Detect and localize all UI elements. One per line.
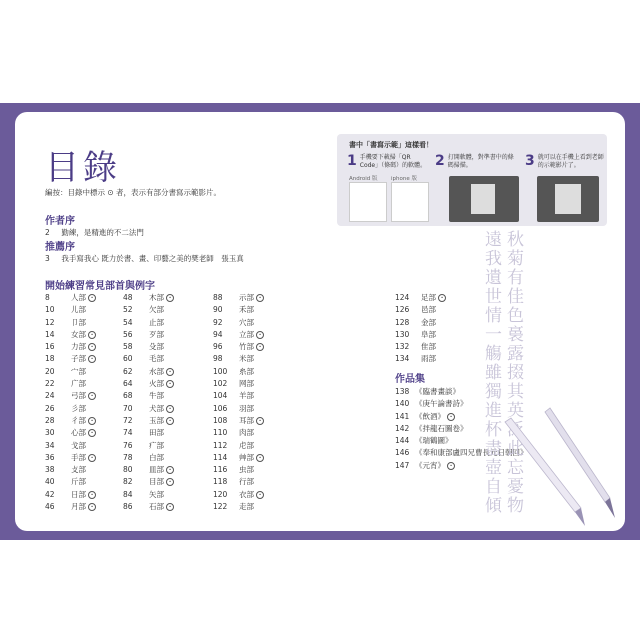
- index-entry[interactable]: [45, 415, 96, 427]
- page-number: 118: [213, 477, 228, 487]
- section-heading-recommend: 推薦序: [45, 242, 75, 253]
- entry-label: 卩部: [71, 317, 86, 327]
- index-entry[interactable]: [213, 317, 264, 329]
- entry-label: 人部: [71, 293, 86, 302]
- toc-entry-recommend[interactable]: 3 我手寫我心 既力於書、畫、印藝之美的樊老師 張玉真: [45, 254, 244, 263]
- index-entry[interactable]: [45, 390, 96, 402]
- index-entry[interactable]: [45, 317, 96, 329]
- index-entry[interactable]: [213, 415, 264, 427]
- page-number: 147: [395, 460, 410, 470]
- entry-label: 玉部: [149, 415, 164, 425]
- index-entry[interactable]: [45, 427, 96, 439]
- page-number: 106: [213, 403, 228, 413]
- video-marker-icon: •: [88, 355, 96, 363]
- entry-label: 隹部: [421, 342, 436, 352]
- index-entry[interactable]: [45, 366, 96, 378]
- page-number: 112: [213, 440, 228, 450]
- page-number: 16: [45, 342, 55, 352]
- index-entry[interactable]: [123, 317, 174, 329]
- page-number: 40: [45, 477, 55, 487]
- entry-label: 肉部: [239, 428, 254, 438]
- page-number: 134: [395, 354, 410, 364]
- index-entry[interactable]: [395, 292, 446, 304]
- entry-label: 止部: [149, 317, 164, 327]
- video-photo: [537, 176, 599, 222]
- video-marker-icon: •: [88, 491, 96, 499]
- index-entry[interactable]: [45, 440, 96, 452]
- index-entry[interactable]: [123, 440, 174, 452]
- iphone-label: iphone 版: [391, 176, 417, 182]
- video-marker-icon: •: [256, 491, 264, 499]
- index-column-2: [123, 292, 174, 513]
- video-marker-icon: •: [166, 478, 174, 486]
- index-entry[interactable]: [213, 501, 264, 513]
- video-marker-icon: •: [256, 294, 264, 302]
- entry-label: 欠部: [149, 305, 164, 315]
- video-marker-icon: •: [166, 466, 174, 474]
- panel-heading: 書中「書寫示範」這樣看！: [349, 141, 433, 149]
- index-entry[interactable]: [213, 427, 264, 439]
- index-entry[interactable]: [123, 378, 174, 390]
- video-marker-icon: •: [166, 417, 174, 425]
- guide-step-1: 1 手機要下載掃「QR Code」（條碼）的軟體。: [347, 153, 427, 169]
- index-entry[interactable]: [213, 353, 264, 365]
- page-number: 132: [395, 342, 410, 352]
- index-entry[interactable]: [45, 403, 96, 415]
- android-app-screenshot: [349, 182, 387, 222]
- section-heading-practice: 開始練習常見部首與例字: [45, 281, 155, 292]
- entry-label: 《拌龍石圖卷》: [415, 423, 468, 433]
- page-number: 28: [45, 415, 55, 425]
- index-entry[interactable]: [213, 304, 264, 316]
- page-number: 36: [45, 452, 55, 462]
- toc-entry-author[interactable]: 2 勤練，是精進的不二法門: [45, 228, 144, 237]
- page-number: 70: [123, 403, 133, 413]
- page-number: 38: [45, 465, 55, 475]
- page-title: 目錄: [45, 148, 121, 188]
- page-number: 140: [395, 399, 410, 409]
- entry-label: 日部: [71, 489, 86, 499]
- entry-label: 木部: [149, 293, 164, 302]
- index-entry[interactable]: [395, 341, 446, 353]
- index-entry[interactable]: [45, 476, 96, 488]
- video-marker-icon: •: [88, 294, 96, 302]
- index-entry[interactable]: [395, 304, 446, 316]
- video-marker-icon: •: [88, 429, 96, 437]
- page-number: 128: [395, 317, 410, 327]
- page-number: 34: [45, 440, 55, 450]
- android-label: Android 版: [349, 176, 378, 182]
- page-number: 46: [45, 502, 55, 512]
- video-marker-icon: •: [88, 454, 96, 462]
- index-entry[interactable]: [213, 390, 264, 402]
- entry-label: 阜部: [421, 329, 436, 339]
- page-number: 124: [395, 293, 410, 302]
- page-number: 110: [213, 428, 228, 438]
- entry-label: 《奉和康部盧四兄曹長元日朝回》: [415, 448, 528, 458]
- page-number: 84: [123, 489, 133, 499]
- video-marker-icon: •: [447, 462, 455, 470]
- entry-label: 斤部: [71, 477, 86, 487]
- video-marker-icon: •: [166, 294, 174, 302]
- entry-label: 邑部: [421, 305, 436, 315]
- entry-label: 雨部: [421, 354, 436, 364]
- page-number: 78: [123, 452, 133, 462]
- entry-label: 《庚午論書詩》: [415, 399, 468, 409]
- page-number: 82: [123, 477, 133, 487]
- entry-label: 牛部: [149, 391, 164, 401]
- index-entry[interactable]: [213, 464, 264, 476]
- page-number: 96: [213, 342, 223, 352]
- index-column-1: [45, 292, 96, 513]
- entry-label: 虍部: [239, 440, 254, 450]
- page-number: 72: [123, 415, 133, 425]
- entry-label: 《元宵》: [415, 460, 445, 470]
- page-number: 48: [123, 293, 133, 302]
- video-marker-icon: •: [447, 413, 455, 421]
- index-entry[interactable]: [45, 378, 96, 390]
- section-heading-works: 作品集: [395, 374, 425, 385]
- video-marker-icon: •: [438, 294, 446, 302]
- page-number: 138: [395, 387, 410, 396]
- index-entry[interactable]: [213, 292, 264, 304]
- index-entry[interactable]: [123, 366, 174, 378]
- page-number: 62: [123, 366, 133, 376]
- page-number: 142: [395, 423, 410, 433]
- entry-label: 儿部: [71, 305, 86, 315]
- index-column-3: [213, 292, 264, 513]
- entry-label: 示部: [239, 293, 254, 302]
- index-column-4: [395, 292, 446, 366]
- entry-label: 月部: [71, 502, 86, 512]
- video-marker-icon: •: [256, 454, 264, 462]
- page-number: 10: [45, 305, 55, 315]
- entry-label: 歹部: [149, 329, 164, 339]
- index-entry[interactable]: [213, 440, 264, 452]
- entry-label: 行部: [239, 477, 254, 487]
- entry-label: 广部: [71, 379, 86, 389]
- page-number: 104: [213, 391, 228, 401]
- entry-label: 矢部: [149, 489, 164, 499]
- page-number: 102: [213, 379, 228, 389]
- page-number: 100: [213, 366, 228, 376]
- index-entry[interactable]: [213, 476, 264, 488]
- entry-label: 子部: [71, 354, 86, 364]
- entry-label: 宀部: [71, 366, 86, 376]
- index-entry[interactable]: [123, 390, 174, 402]
- page-number: 80: [123, 465, 133, 475]
- entry-label: 石部: [149, 502, 164, 512]
- page-number: 54: [123, 317, 133, 327]
- entry-label: 网部: [239, 379, 254, 389]
- entry-label: 皿部: [149, 465, 164, 475]
- page-number: 126: [395, 305, 410, 315]
- section-heading-author: 作者序: [45, 216, 75, 227]
- index-entry[interactable]: [123, 304, 174, 316]
- page-number: 12: [45, 317, 55, 327]
- entry-label: 禾部: [239, 305, 254, 315]
- entry-label: 金部: [421, 317, 436, 327]
- page-number: 86: [123, 502, 133, 512]
- index-entry[interactable]: [395, 353, 446, 365]
- entry-label: 走部: [239, 502, 254, 512]
- entry-label: 疒部: [149, 440, 164, 450]
- index-entry[interactable]: [123, 452, 174, 464]
- index-entry[interactable]: [123, 329, 174, 341]
- page-number: 94: [213, 329, 223, 339]
- page-number: 144: [395, 436, 410, 446]
- page-number: 92: [213, 317, 223, 327]
- page-number: 64: [123, 379, 133, 389]
- page-number: 60: [123, 354, 133, 364]
- index-entry[interactable]: [213, 452, 264, 464]
- entry-label: 羽部: [239, 403, 254, 413]
- page-number: 30: [45, 428, 55, 438]
- brush-pen-illustration: [485, 402, 625, 531]
- scan-photo: [449, 176, 519, 222]
- entry-label: 戈部: [71, 440, 86, 450]
- guide-step-3: 3 就可以在手機上看到老師的示範影片了。: [525, 153, 604, 169]
- index-entry[interactable]: [213, 366, 264, 378]
- index-entry[interactable]: [45, 353, 96, 365]
- video-guide-panel: [337, 134, 607, 226]
- page-number: 88: [213, 293, 223, 302]
- entry-label: 彳部: [71, 415, 86, 425]
- guide-step-2: 2 打開軟體，對準書中的條碼掃描。: [435, 153, 514, 169]
- entry-label: 《飲酒》: [415, 411, 445, 421]
- book-page: [15, 112, 625, 531]
- index-entry[interactable]: [45, 452, 96, 464]
- index-entry[interactable]: [45, 292, 96, 304]
- page-number: 68: [123, 391, 133, 401]
- page-number: 116: [213, 465, 228, 475]
- page-number: 141: [395, 411, 410, 421]
- entry-label: 犬部: [149, 403, 164, 413]
- page-number: 76: [123, 440, 133, 450]
- page-number: 24: [45, 391, 55, 401]
- entry-label: 艸部: [239, 452, 254, 462]
- page-number: 20: [45, 366, 55, 376]
- entry-label: 水部: [149, 366, 164, 376]
- page-number: 58: [123, 342, 133, 352]
- entry-label: 力部: [71, 342, 86, 352]
- index-entry[interactable]: [123, 415, 174, 427]
- video-marker-icon: •: [88, 503, 96, 511]
- index-entry[interactable]: [123, 464, 174, 476]
- index-entry[interactable]: [45, 304, 96, 316]
- index-entry[interactable]: [213, 329, 264, 341]
- page-number: 146: [395, 448, 410, 458]
- index-entry[interactable]: [45, 329, 96, 341]
- calligraphy-watermark: 秋菊有佳色裛露掇其英泛此忘憂物遠我遺世情一觴雖獨進杯盡壺自傾: [481, 230, 523, 515]
- entry-label: 手部: [71, 452, 86, 462]
- index-entry[interactable]: [395, 329, 446, 341]
- index-entry[interactable]: [45, 489, 96, 501]
- page-number: 26: [45, 403, 55, 413]
- video-marker-icon: •: [256, 343, 264, 351]
- entry-label: 火部: [149, 379, 164, 389]
- video-marker-icon: •: [88, 392, 96, 400]
- video-marker-icon: •: [166, 405, 174, 413]
- index-entry[interactable]: [123, 476, 174, 488]
- page-number: 18: [45, 354, 55, 364]
- entry-label: 穴部: [239, 317, 254, 327]
- index-entry[interactable]: [123, 403, 174, 415]
- entry-label: 《臨書畫談》: [415, 387, 460, 396]
- entry-label: 女部: [71, 329, 86, 339]
- entry-label: 弓部: [71, 391, 86, 401]
- entry-label: 糸部: [239, 366, 254, 376]
- page-number: 130: [395, 329, 410, 339]
- index-entry[interactable]: [123, 489, 174, 501]
- index-entry[interactable]: [213, 378, 264, 390]
- video-marker-icon: •: [88, 331, 96, 339]
- entry-label: 《瑞鶴圖》: [415, 436, 453, 446]
- entry-label: 毛部: [149, 354, 164, 364]
- index-entry[interactable]: [45, 501, 96, 513]
- page-number: 98: [213, 354, 223, 364]
- entry-label: 殳部: [149, 342, 164, 352]
- video-marker-icon: •: [166, 368, 174, 376]
- page-number: 8: [45, 293, 50, 302]
- entry-label: 足部: [421, 293, 436, 302]
- index-entry[interactable]: [123, 501, 174, 513]
- page-number: 114: [213, 452, 228, 462]
- index-entry[interactable]: [213, 341, 264, 353]
- video-marker-icon: •: [166, 380, 174, 388]
- entry-label: 目部: [149, 477, 164, 487]
- entry-label: 耳部: [239, 415, 254, 425]
- video-marker-icon: •: [88, 343, 96, 351]
- video-marker-icon: •: [88, 417, 96, 425]
- video-marker-icon: •: [166, 503, 174, 511]
- index-entry[interactable]: [123, 353, 174, 365]
- video-marker-icon: •: [256, 417, 264, 425]
- index-entry[interactable]: [123, 427, 174, 439]
- page-number: 74: [123, 428, 133, 438]
- page-number: 22: [45, 379, 55, 389]
- index-entry[interactable]: [395, 317, 446, 329]
- index-entry[interactable]: [123, 292, 174, 304]
- index-entry[interactable]: [123, 341, 174, 353]
- entry-label: 攴部: [71, 465, 86, 475]
- index-entry[interactable]: [45, 341, 96, 353]
- page-number: 52: [123, 305, 133, 315]
- iphone-app-screenshot: [391, 182, 429, 222]
- entry-label: 米部: [239, 354, 254, 364]
- page-number: 108: [213, 415, 228, 425]
- entry-label: 田部: [149, 428, 164, 438]
- page-number: 14: [45, 329, 55, 339]
- entry-label: 羊部: [239, 391, 254, 401]
- editor-note: 編按：目錄中標示 ⊙ 者，表示有部分書寫示範影片。: [45, 188, 222, 197]
- index-entry[interactable]: [213, 403, 264, 415]
- page-number: 90: [213, 305, 223, 315]
- index-entry[interactable]: [213, 489, 264, 501]
- page-number: 42: [45, 489, 55, 499]
- index-entry[interactable]: [45, 464, 96, 476]
- page-number: 122: [213, 502, 228, 512]
- entry-label: 白部: [149, 452, 164, 462]
- entry-label: 立部: [239, 329, 254, 339]
- entry-label: 心部: [71, 428, 86, 438]
- entry-label: 彡部: [71, 403, 86, 413]
- entry-label: 虫部: [239, 465, 254, 475]
- page-number: 56: [123, 329, 133, 339]
- page-number: 120: [213, 489, 228, 499]
- video-marker-icon: •: [256, 331, 264, 339]
- entry-label: 竹部: [239, 342, 254, 352]
- entry-label: 衣部: [239, 489, 254, 499]
